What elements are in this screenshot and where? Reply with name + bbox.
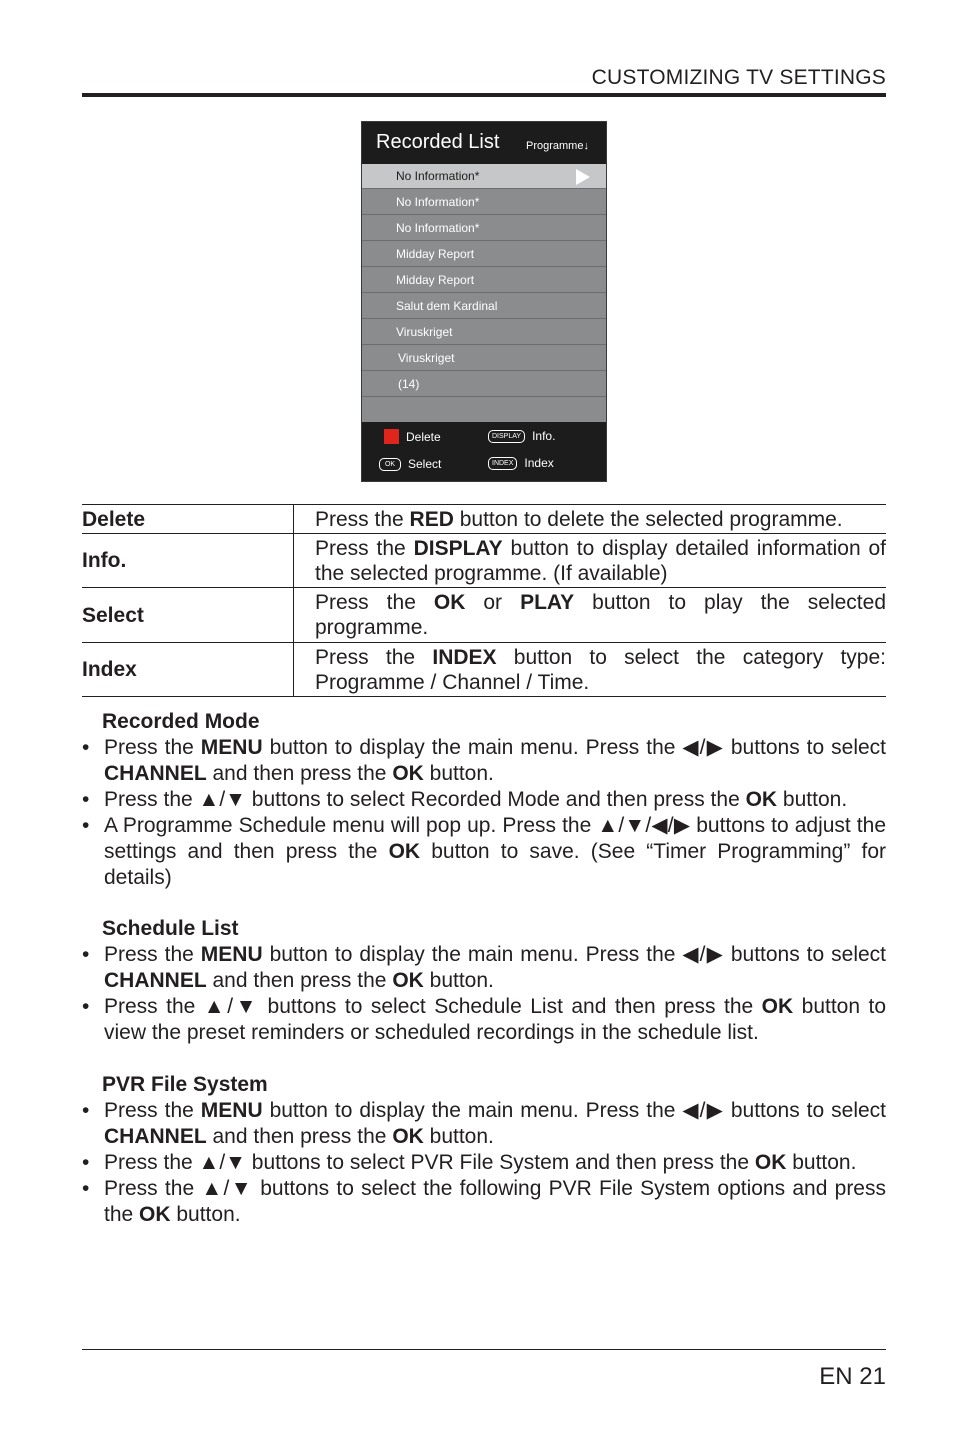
header-rule xyxy=(82,93,886,97)
bullet-item: • Press the ▲/▼ buttons to select Schedule List and then press the OK button to view the preset reminders or scheduled recordings in the schedule list. xyxy=(82,994,886,1046)
list-item-label: No Information* xyxy=(396,169,480,183)
select-hint-label: Select xyxy=(408,457,442,471)
section-recorded-mode xyxy=(82,709,886,891)
list-item-label: Viruskriget xyxy=(396,325,453,339)
play-arrow-icon xyxy=(576,169,590,185)
info-hint xyxy=(488,429,555,443)
bullet-item: • Press the ▲/▼ buttons to select the following PVR File System options and press the OK button. xyxy=(82,1176,886,1228)
bullet-item: • Press the ▲/▼ buttons to select PVR File System and then press the OK button. xyxy=(82,1150,886,1176)
screen-title: Recorded List xyxy=(376,131,500,153)
bullet-item: • A Programme Schedule menu will pop up. Press the ▲/▼/◀/▶ buttons to adjust the settings and then press the OK button to save. (See “Timer Programming” for details) xyxy=(82,813,886,891)
recorded-list-screen xyxy=(361,121,607,482)
list-item[interactable] xyxy=(362,346,606,371)
bullet-item: • Press the MENU button to display the main menu. Press the ◀/▶ buttons to select CHANNEL and then press the OK button. xyxy=(82,1098,886,1150)
screen-footer xyxy=(362,422,606,481)
table-row xyxy=(82,505,886,534)
recording-list xyxy=(362,164,606,422)
section-title: Schedule List xyxy=(102,917,239,940)
delete-hint xyxy=(384,429,441,444)
list-item[interactable] xyxy=(362,242,606,267)
select-hint xyxy=(379,457,441,471)
table-key: Info. xyxy=(82,534,294,588)
list-item-label: Viruskriget xyxy=(398,351,455,365)
section-schedule-list xyxy=(82,916,886,1046)
red-key-icon xyxy=(384,429,399,444)
list-item[interactable] xyxy=(362,294,606,319)
table-row xyxy=(82,588,886,643)
table-key: Index xyxy=(82,643,294,697)
button-function-table xyxy=(82,504,886,697)
list-item[interactable] xyxy=(362,216,606,241)
index-hint-label: Index xyxy=(524,456,554,470)
list-item-label: Midday Report xyxy=(396,247,475,261)
index-hint xyxy=(488,456,554,470)
running-header: CUSTOMIZING TV SETTINGS xyxy=(591,66,886,89)
index-key-icon: INDEX xyxy=(488,457,517,470)
table-key: Select xyxy=(82,588,294,643)
list-item[interactable] xyxy=(362,190,606,215)
list-item-label: No Information* xyxy=(396,195,480,209)
table-key: Delete xyxy=(82,505,294,534)
list-item[interactable] xyxy=(362,268,606,293)
section-title: PVR File System xyxy=(102,1073,268,1096)
table-desc: Press the RED button to delete the selected programme. xyxy=(315,507,843,531)
table-desc: Press the INDEX button to select the category type: Programme / Channel / Time. xyxy=(315,645,887,694)
page-number: EN 21 xyxy=(819,1363,886,1390)
list-item[interactable] xyxy=(362,164,606,189)
bullet-item: • Press the MENU button to display the main menu. Press the ◀/▶ buttons to select CHANNEL and then press the OK button. xyxy=(82,942,886,994)
table-row xyxy=(82,643,886,697)
bullet-item: • Press the ▲/▼ buttons to select Recorded Mode and then press the OK button. xyxy=(82,787,886,813)
section-pvr-file-system xyxy=(82,1072,886,1228)
display-key-icon: DISPLAY xyxy=(488,430,525,443)
delete-hint-label: Delete xyxy=(406,429,441,444)
ok-key-icon: OK xyxy=(379,458,401,471)
footer-rule xyxy=(82,1349,886,1350)
sort-label: Programme↓ xyxy=(526,140,589,152)
table-desc: Press the DISPLAY button to display detailed information of the selected programme. (If available) xyxy=(315,536,886,585)
list-item-label: No Information* xyxy=(396,221,480,235)
list-count-label: (14) xyxy=(398,377,420,391)
list-count xyxy=(362,372,606,397)
list-item-label: Salut dem Kardinal xyxy=(396,299,498,313)
list-item[interactable] xyxy=(362,320,606,345)
info-hint-label: Info. xyxy=(532,429,556,443)
list-item-label: Midday Report xyxy=(396,273,475,287)
section-title: Recorded Mode xyxy=(102,710,260,733)
table-row xyxy=(82,534,886,588)
bullet-item: • Press the MENU button to display the main menu. Press the ◀/▶ buttons to select CHANNEL and then press the OK button. xyxy=(82,735,886,787)
table-desc: Press the OK or PLAY button to play the selected programme. xyxy=(315,591,886,639)
